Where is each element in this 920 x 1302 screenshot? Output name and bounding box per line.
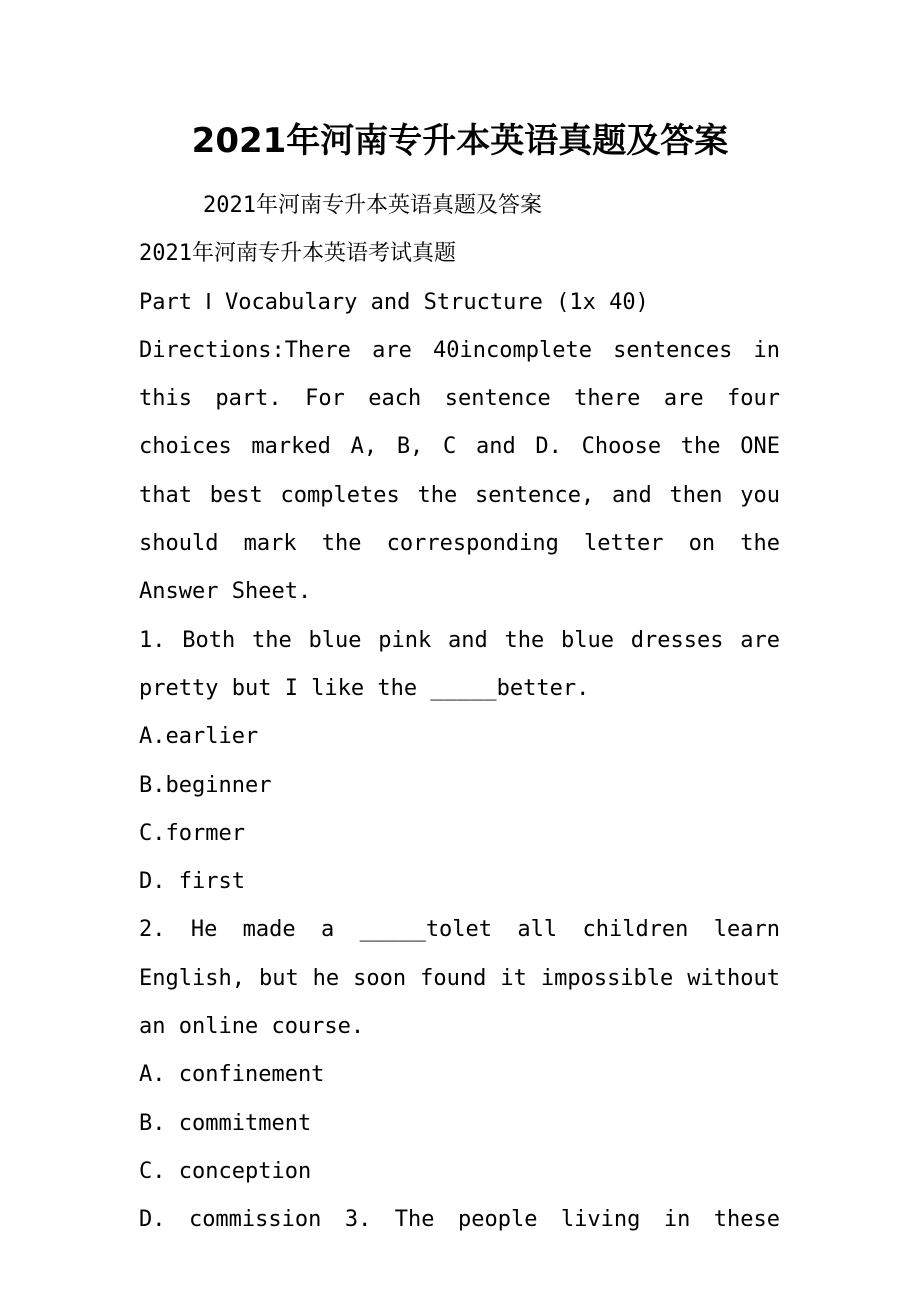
question-2-option-b: B. commitment [139,1110,312,1136]
exam-heading: 2021年河南专升本英语考试真题 [139,241,456,267]
part-heading: Part Ⅰ Vocabulary and Structure (1x 40) [139,289,649,315]
question-1-option-d: D. first [139,869,245,895]
question-1-option-a: A.earlier [139,724,259,750]
question-1-stem: 1. Both the blue pink and the blue dresses are pretty but I like the _____better. [139,627,780,701]
question-1-option-c: C.former [139,820,245,846]
directions-paragraph: Directions:There are 40incomplete sentences in this part. For each sentence there are four choices marked A, B, C and D. Choose the ONE that best completes the sentence, and then you should mark the corresponding letter on the Answer Sheet. [139,337,780,605]
document-subtitle: 2021年河南专升本英语真题及答案 [203,193,542,218]
question-2-option-d-continuation: D. commission 3. The people living in these [139,1207,780,1233]
document-title: 2021年河南专升本英语真题及答案 [191,121,729,161]
question-2-option-a: A. confinement [139,1062,325,1088]
document-body [139,182,780,1245]
question-2-option-c: C. conception [139,1158,312,1184]
question-2-stem: 2. He made a _____tolet all children learn English, but he soon found it impossible without an online course. [139,917,780,1040]
question-1-option-b: B.beginner [139,772,272,798]
